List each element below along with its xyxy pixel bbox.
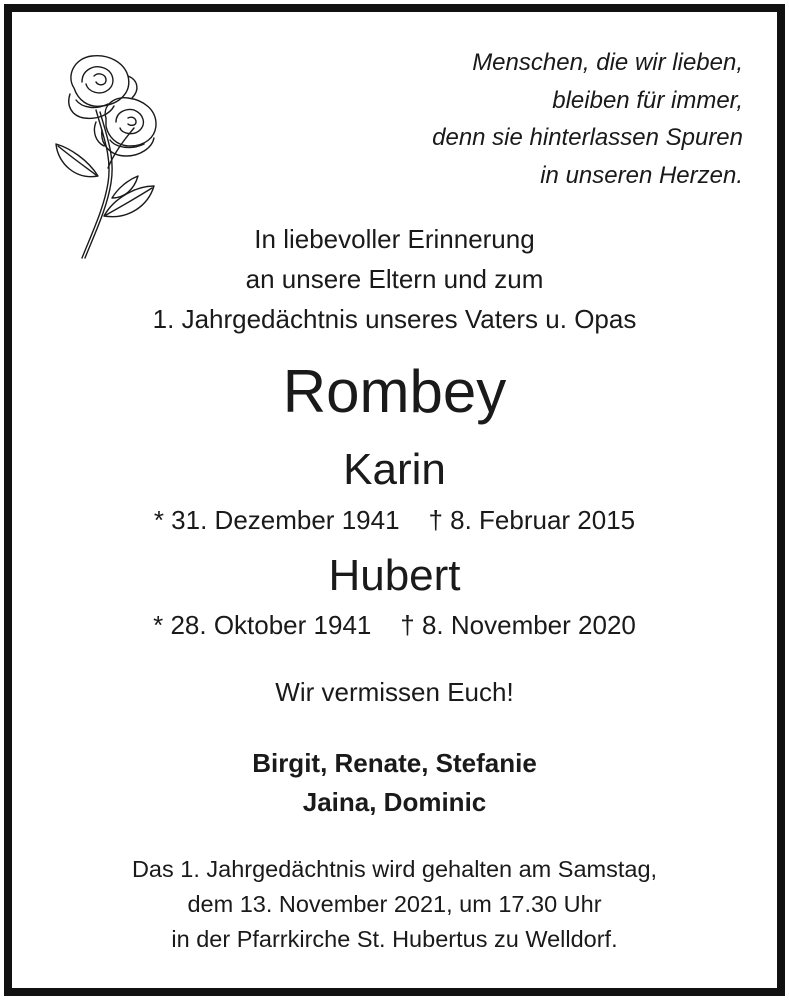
service-line: Das 1. Jahrgedächtnis wird gehalten am Samstag, [131,856,658,882]
life-dates-karin [0,503,789,537]
intro-line: 1. Jahrgedächtnis unseres Vaters u. Opas [152,304,637,334]
quote-line: Menschen, die wir lieben, [472,49,743,76]
death-date: † 8. November 2020 [400,610,636,640]
quote-line: bleiben für immer, [552,86,743,114]
intro-line: In liebevoller Erinnerung [254,224,535,254]
closing-line: Wir vermissen Euch! [275,677,514,707]
birth-date: * 31. Dezember 1941 [153,505,400,535]
service-line: in der Pfarrkirche St. Hubertus zu Welldorf. [171,926,618,952]
family-names [0,744,789,822]
death-date: † 8. Februar 2015 [428,505,636,535]
first-name-hubert: Hubert [328,551,461,600]
surname: Rombey [282,358,507,425]
life-dates-hubert [0,608,789,642]
first-name-karin: Karin [343,445,446,494]
intro-line: an unsere Eltern und zum [245,264,544,294]
intro-text [0,219,789,339]
family-line: Jaina, Dominic [302,787,487,817]
quote [432,44,743,194]
quote-line: denn sie hinterlassen Spuren [432,124,743,151]
service-info [0,852,789,957]
birth-date: * 28. Oktober 1941 [153,610,372,640]
quote-line: in unseren Herzen. [540,161,743,189]
family-line: Birgit, Renate, Stefanie [252,748,537,778]
service-line: dem 13. November 2021, um 17.30 Uhr [187,891,602,917]
